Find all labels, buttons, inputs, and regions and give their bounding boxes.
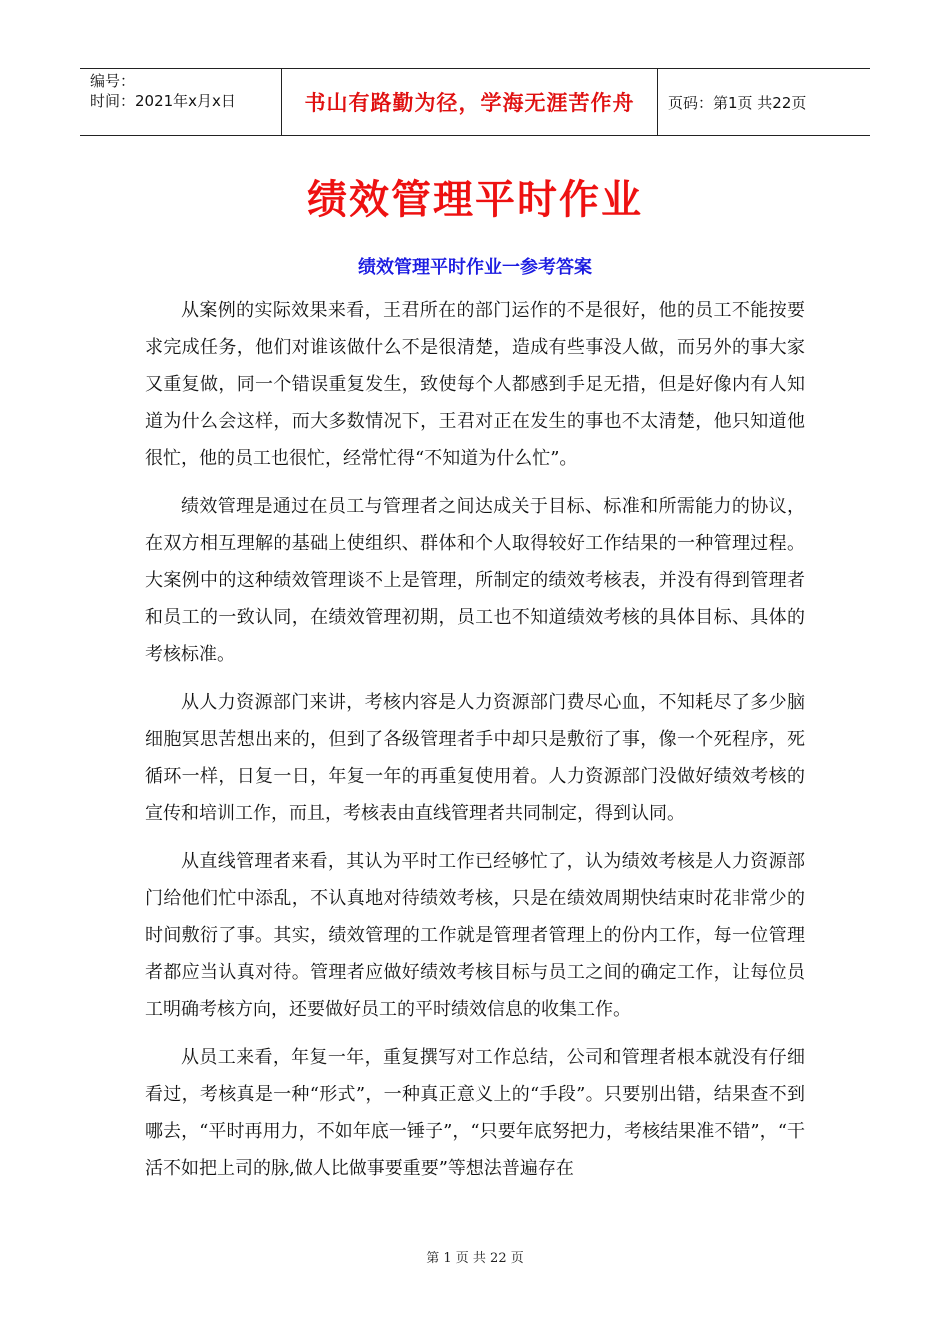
page-header — [80, 68, 870, 136]
page-footer: 第 1 页 共 22 页 — [426, 1251, 524, 1266]
document-body — [145, 292, 805, 1198]
paragraph: 从案例的实际效果来看，王君所在的部门运作的不是很好，他的员工不能按要求完成任务，他们对谁该做什么不是很清楚，造成有些事没人做，而另外的事大家又重复做，同一个错误重复发生，致使每个人都感到手足无措，但是好像内有人知道为什么会这样，而大多数情况下，王君对正在发生的事也不太清楚，他只知道他很忙，他的员工也很忙，经常忙得“不知道为什么忙”。 — [145, 300, 805, 469]
document-title: 绩效管理平时作业 — [307, 177, 643, 223]
paragraph: 绩效管理是通过在员工与管理者之间达成关于目标、标准和所需能力的协议，在双方相互理解的基础上使组织、群体和个人取得较好工作结果的一种管理过程。大案例中的这种绩效管理谈不上是管理，所制定的绩效考核表，并没有得到管理者和员工的一致认同，在绩效管理初期，员工也不知道绩效考核的具体目标、具体的考核标准。 — [145, 496, 805, 665]
header-motto-cell — [282, 69, 658, 135]
number-label: 编号： — [90, 72, 136, 90]
header-meta — [80, 69, 282, 135]
paragraph: 从员工来看，年复一年，重复撰写对工作总结，公司和管理者根本就没有仔细看过，考核真是一种“形式”，一种真正意义上的“手段”。只要别出错，结果查不到哪去，“平时再用力，不如年底一锤子”，“只要年底努把力，考核结果准不错”，“干活不如把上司的脉,做人比做事要重要”等想法普遍存在 — [145, 1047, 805, 1179]
header-page-info: 页码：第1页 共22页 — [668, 93, 807, 112]
time-label: 时间：2021年x月x日 — [90, 92, 236, 110]
paragraph: 从直线管理者来看，其认为平时工作已经够忙了，认为绩效考核是人力资源部门给他们忙中添乱，不认真地对待绩效考核，只是在绩效周期快结束时花非常少的时间敷衍了事。其实，绩效管理的工作就是管理者管理上的份内工作，每一位管理者都应当认真对待。管理者应做好绩效考核目标与员工之间的确定工作，让每位员工明确考核方向，还要做好员工的平时绩效信息的收集工作。 — [145, 851, 805, 1020]
header-page-info-cell — [658, 69, 870, 135]
document-subtitle: 绩效管理平时作业一参考答案 — [358, 257, 592, 278]
header-motto: 书山有路勤为径，学海无涯苦作舟 — [304, 90, 635, 115]
paragraph: 从人力资源部门来讲，考核内容是人力资源部门费尽心血，不知耗尽了多少脑细胞冥思苦想出来的，但到了各级管理者手中却只是敷衍了事，像一个死程序，死循环一样，日复一日，年复一年的再重复使用着。人力资源部门没做好绩效考核的宣传和培训工作，而且，考核表由直线管理者共同制定，得到认同。 — [145, 692, 805, 824]
